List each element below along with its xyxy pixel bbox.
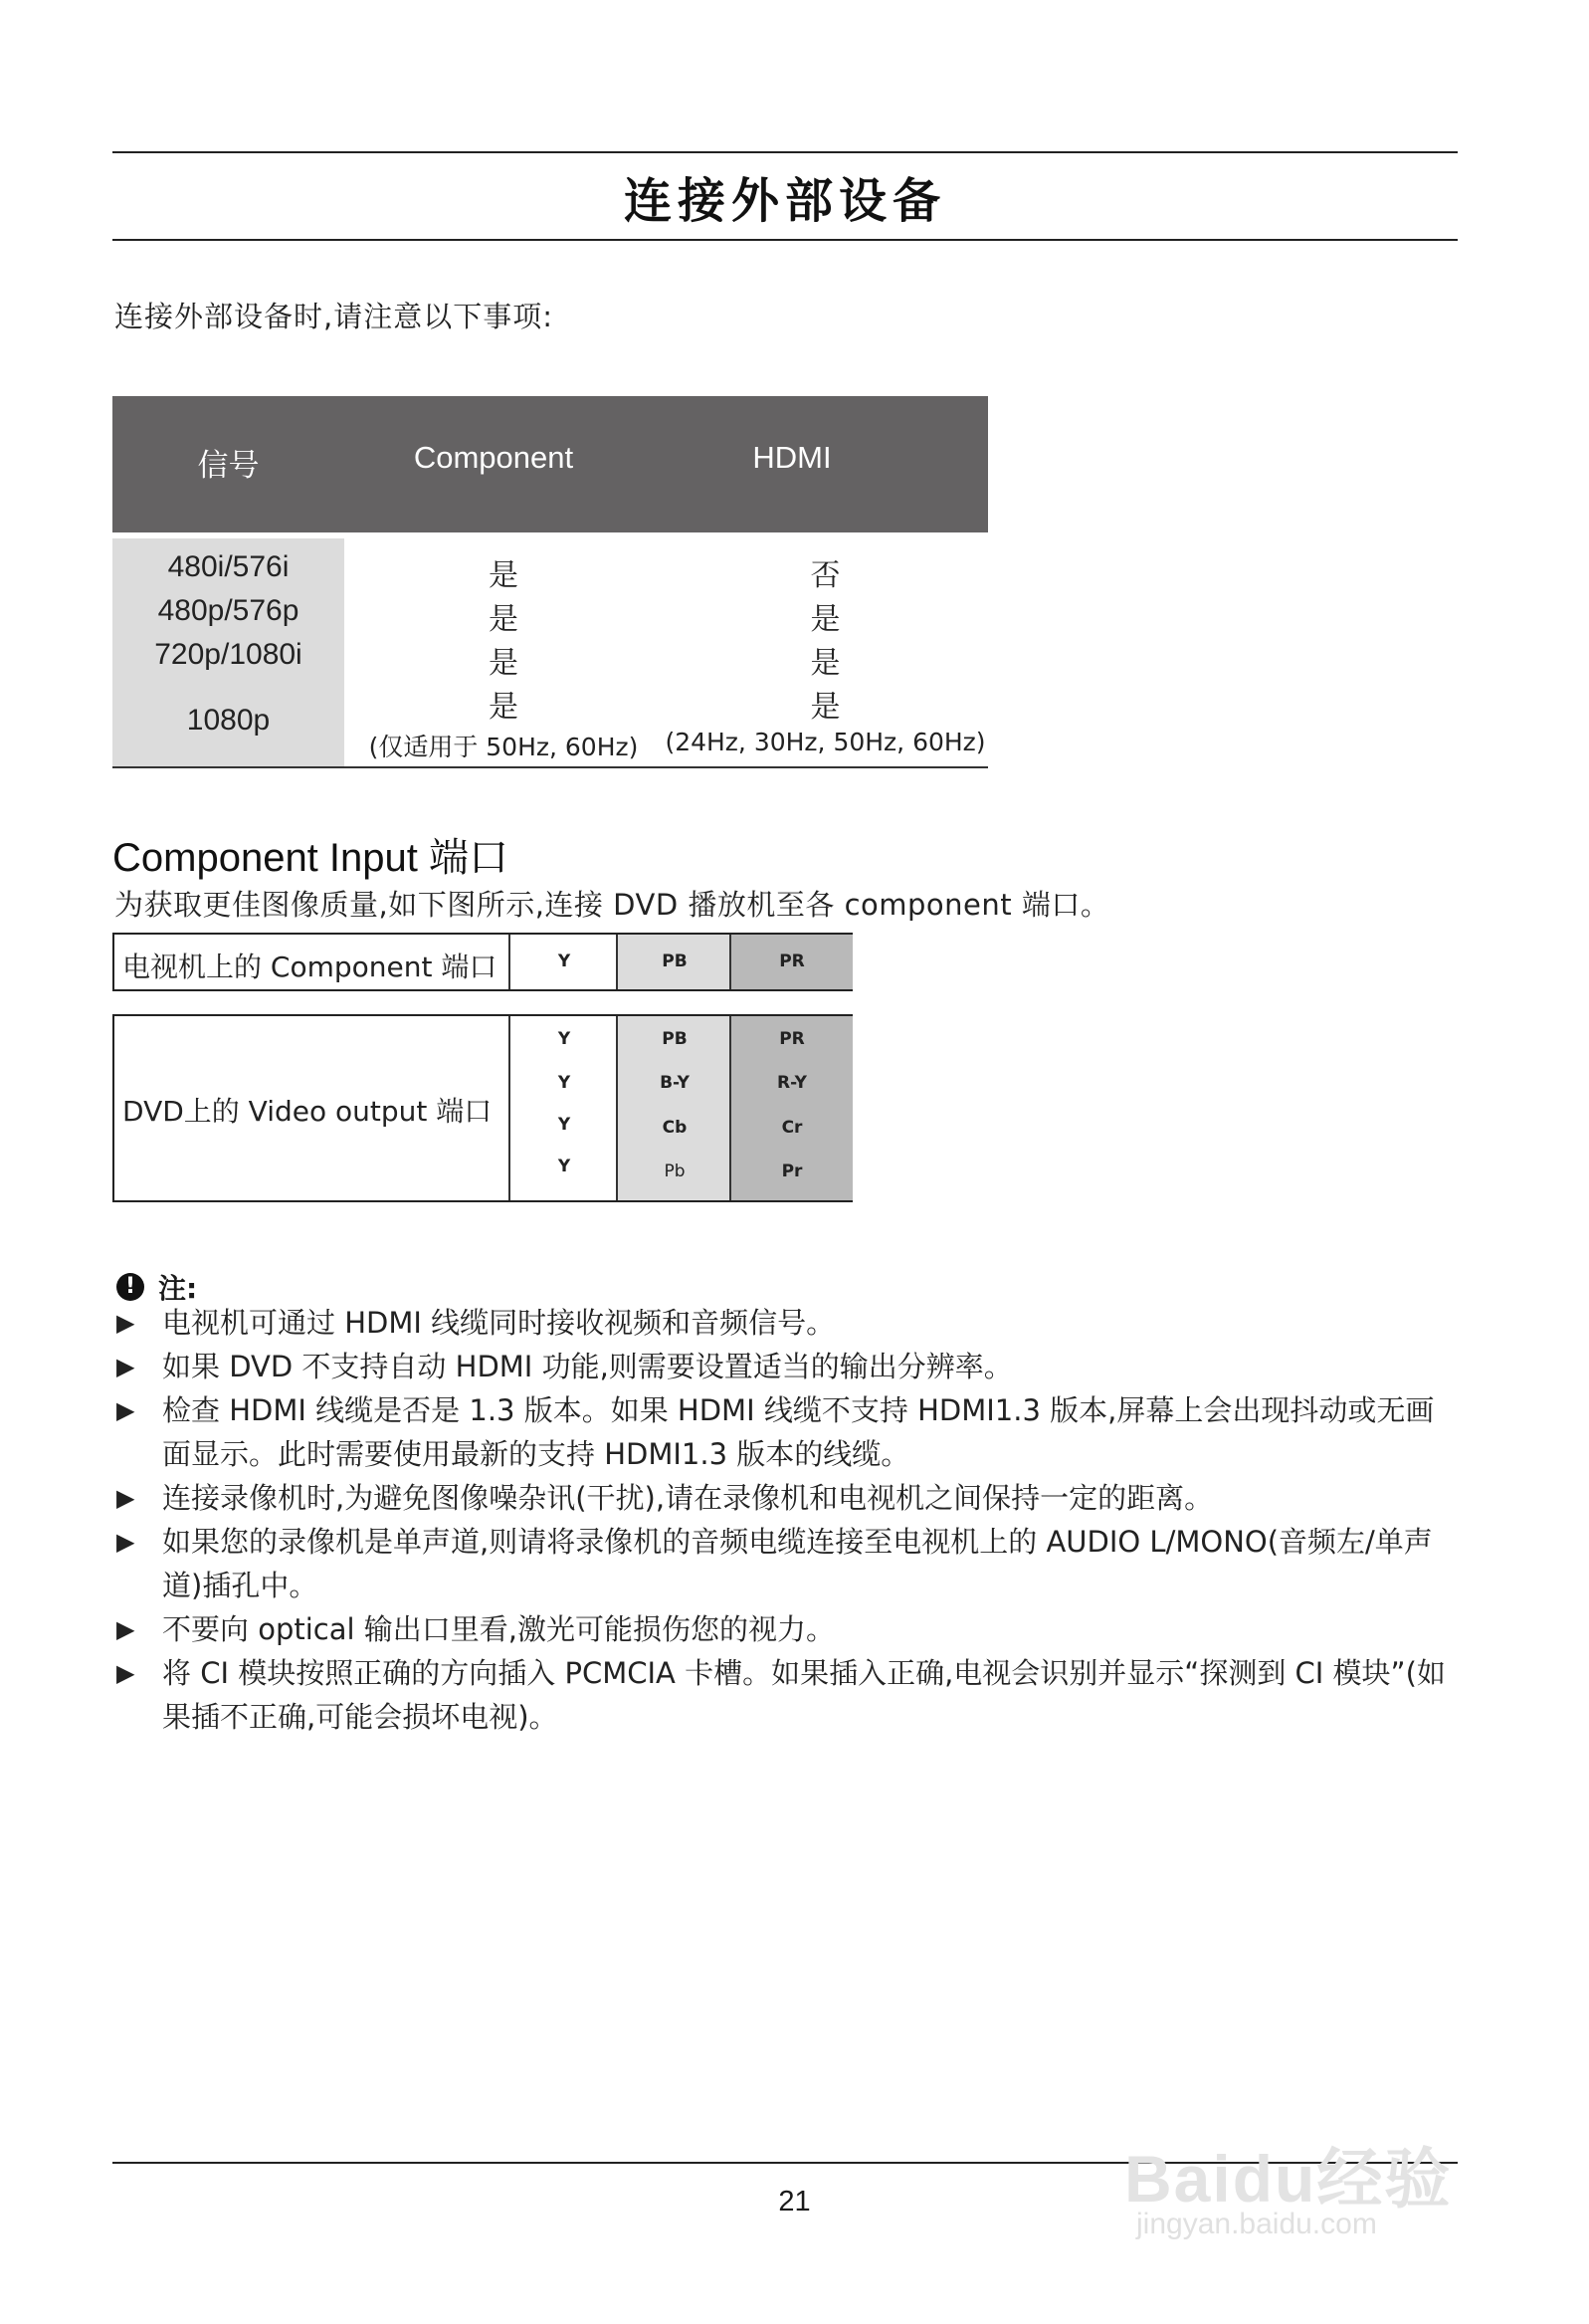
notes-heading-label: 注: [158,1272,198,1305]
header-signal: 信号 [197,448,260,483]
note-item [116,1345,1462,1388]
note-item [116,1476,1462,1520]
note-text: 检查 HDMI 线缆是否是 1.3 版本。如果 HDMI 线缆不支持 HDMI1.3 版本,屏幕上会出现抖动或无画面显示。此时需要使用最新的支持 HDMI1.3 版本的线缆。 [162,1393,1435,1471]
tv-port-label: 电视机上的 Component 端口 [122,951,497,983]
component-480i: 是 [489,558,518,593]
note-item [116,1388,1462,1476]
signal-table-body [112,532,988,768]
note-item [116,1607,1462,1651]
tv-port-y-label: Y [557,951,571,971]
triangle-right-icon: ▶ [116,1396,135,1424]
tv-port-pb-label: PB [662,951,688,971]
triangle-right-icon: ▶ [116,1615,135,1643]
exclamation-icon: ! [116,1273,144,1301]
component-480p: 是 [489,602,518,637]
dvd-y-2: Y [557,1073,571,1093]
component-description: 为获取更佳图像质量,如下图所示,连接 DVD 播放机至各 component 端口。 [114,888,1110,922]
triangle-right-icon: ▶ [116,1353,135,1380]
tv-port-pr-label: PR [779,951,805,971]
triangle-right-icon: ▶ [116,1659,135,1687]
dvd-y-4: Y [557,1157,571,1176]
dvd-y-3: Y [557,1115,571,1135]
tv-port-pr [729,935,853,989]
component-heading: Component Input 端口 [112,836,508,880]
intro-text: 连接外部设备时,请注意以下事项: [114,300,553,333]
watermark-url: jingyan.baidu.com [1136,2208,1377,2240]
header-component: Component [413,440,574,475]
tv-port-y [508,935,618,989]
note-text: 如果 DVD 不支持自动 HDMI 功能,则需要设置适当的输出分辨率。 [162,1350,1013,1383]
dvd-pb-2: B-Y [660,1073,690,1093]
hdmi-480p: 是 [810,602,841,637]
note-text: 不要向 optical 输出口里看,激光可能损伤您的视力。 [162,1612,836,1646]
hdmi-1080p: 是 [810,690,841,725]
dvd-port-label: DVD上的 Video output 端口 [122,1095,493,1128]
dvd-y-1: Y [557,1029,571,1049]
note-item [116,1651,1462,1739]
dvd-pb-3: Cb [662,1118,688,1138]
page-title: 连接外部设备 [623,173,946,229]
dvd-pr-4: Pr [781,1162,803,1181]
dvd-port-pb [616,1016,731,1200]
hdmi-1080p-note: (24Hz, 30Hz, 50Hz, 60Hz) [665,728,986,756]
component-1080p: 是 [489,690,518,725]
signal-table-header [112,396,988,532]
dvd-port-table [112,1014,853,1202]
tv-port-table [112,933,853,991]
component-720p: 是 [489,646,518,681]
page-number: 21 [778,2186,811,2218]
signal-480p: 480p/576p [157,594,299,627]
note-text: 连接录像机时,为避免图像噪杂讯(干扰),请在录像机和电视机之间保持一定的距离。 [162,1481,1214,1515]
header-hdmi: HDMI [752,440,832,475]
triangle-right-icon: ▶ [116,1528,135,1556]
hdmi-480i: 否 [810,558,841,593]
note-item [116,1301,1462,1345]
dvd-pb-4: Pb [664,1162,686,1181]
dvd-pb-1: PB [662,1029,688,1049]
watermark-logo: Baidu经验 [1124,2142,1453,2216]
dvd-pr-3: Cr [781,1118,803,1138]
triangle-right-icon: ▶ [116,1309,135,1337]
watermark [1114,2108,1512,2257]
dvd-port-pr [729,1016,853,1200]
component-1080p-note: (仅适用于 50Hz, 60Hz) [368,733,639,761]
signal-480i: 480i/576i [167,550,290,583]
signal-table [112,396,988,768]
note-text: 电视机可通过 HDMI 线缆同时接收视频和音频信号。 [162,1306,836,1340]
dvd-pr-1: PR [779,1029,805,1049]
tv-port-pb [616,935,731,989]
note-item [116,1520,1462,1607]
title-rule [112,239,1458,241]
top-rule [112,151,1458,153]
signal-1080p: 1080p [186,704,271,737]
dvd-pr-2: R-Y [777,1073,807,1093]
dvd-port-y [508,1016,618,1200]
hdmi-720p: 是 [810,646,841,681]
signal-720p: 720p/1080i [154,638,302,671]
note-text: 将 CI 模块按照正确的方向插入 PCMCIA 卡槽。如果插入正确,电视会识别并显示“探测到 CI 模块”(如果插不正确,可能会损坏电视)。 [162,1656,1446,1734]
triangle-right-icon: ▶ [116,1484,135,1512]
note-text: 如果您的录像机是单声道,则请将录像机的音频电缆连接至电视机上的 AUDIO L/MONO(音频左/单声道)插孔中。 [162,1525,1433,1602]
